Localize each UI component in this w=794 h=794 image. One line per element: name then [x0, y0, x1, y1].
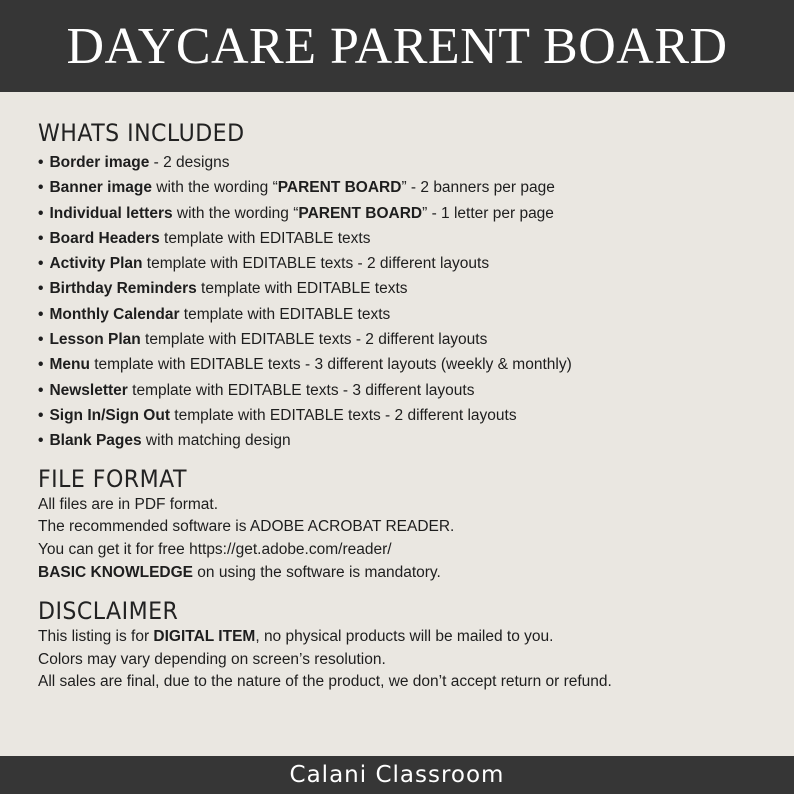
item-bold-label: Individual letters	[49, 204, 173, 222]
list-item	[38, 327, 768, 352]
bullet-icon: •	[38, 305, 44, 323]
section-title-disclaimer: DISCLAIMER	[38, 596, 179, 625]
plain-text: This listing is for	[38, 627, 154, 645]
included-list	[38, 150, 768, 454]
content-area	[38, 118, 768, 694]
list-item	[38, 302, 768, 327]
section-title-included: WHATS INCLUDED	[38, 119, 245, 147]
item-bold-label: Blank Pages	[49, 432, 142, 450]
bullet-icon: •	[38, 229, 44, 247]
item-quoted-bold: PARENT BOARD	[298, 204, 423, 222]
plain-text: , no physical products will be mailed to you.	[255, 627, 554, 645]
item-bold-label: Monthly Calendar	[49, 305, 180, 323]
list-item	[38, 428, 768, 453]
item-text: template with EDITABLE texts	[159, 229, 371, 247]
item-bold-label: Activity Plan	[49, 255, 143, 273]
list-item	[38, 226, 768, 251]
item-text: template with EDITABLE texts - 2 different layouts	[140, 331, 488, 349]
list-item	[38, 175, 768, 200]
item-bold-label: Menu	[49, 356, 90, 374]
footer-banner	[0, 756, 794, 794]
disclaimer-line: Colors may vary depending on screen’s resolution.	[38, 650, 386, 668]
file-format-line: All files are in PDF format.	[38, 495, 219, 513]
disclaimer-line: All sales are final, due to the nature of the product, we don’t accept return or refund.	[38, 673, 612, 691]
list-item	[38, 150, 768, 175]
bullet-icon: •	[38, 331, 44, 349]
item-text: template with EDITABLE texts	[179, 305, 391, 323]
item-text: - 2 designs	[149, 154, 230, 171]
file-format-section	[38, 464, 768, 585]
item-quoted-bold: PARENT BOARD	[277, 179, 402, 197]
item-text: with the wording “	[151, 179, 278, 197]
file-format-line	[38, 562, 768, 585]
plain-text: on using the software is mandatory.	[193, 563, 441, 581]
bullet-icon: •	[38, 356, 44, 374]
bullet-icon: •	[38, 255, 44, 273]
item-bold-label: Board Headers	[49, 229, 160, 247]
file-format-line: You can get it for free https://get.adobe.com/reader/	[38, 541, 392, 559]
header-banner	[0, 0, 794, 92]
section-title-file-format: FILE FORMAT	[38, 464, 187, 493]
bullet-icon: •	[38, 204, 44, 222]
list-item	[38, 201, 768, 226]
bullet-icon: •	[38, 381, 44, 399]
bold-text: BASIC KNOWLEDGE	[38, 563, 193, 581]
list-item	[38, 378, 768, 403]
bullet-icon: •	[38, 432, 44, 450]
item-text: template with EDITABLE texts - 2 different layouts	[142, 255, 490, 273]
item-bold-label: Birthday Reminders	[49, 280, 197, 298]
item-text: template with EDITABLE texts - 3 different layouts (weekly & monthly)	[89, 356, 572, 374]
item-bold-label: Banner image	[49, 179, 152, 197]
list-item	[38, 352, 768, 377]
item-text: with the wording “	[172, 204, 299, 222]
disclaimer-section	[38, 596, 768, 694]
item-bold-label: Border image	[49, 154, 150, 171]
list-item	[38, 403, 768, 428]
item-bold-label: Newsletter	[49, 381, 128, 399]
page-title: DAYCARE PARENT BOARD	[66, 17, 728, 75]
list-item	[38, 276, 768, 301]
bold-text: DIGITAL ITEM	[153, 627, 256, 645]
file-format-line: The recommended software is ADOBE ACROBAT READER.	[38, 518, 455, 536]
brand-name: Calani Classroom	[289, 762, 505, 788]
item-text: ” - 1 letter per page	[422, 204, 554, 222]
item-bold-label: Lesson Plan	[49, 331, 141, 349]
list-item	[38, 251, 768, 276]
item-text: ” - 2 banners per page	[401, 179, 555, 197]
item-text: template with EDITABLE texts - 3 different layouts	[127, 381, 475, 399]
bullet-icon: •	[38, 406, 44, 424]
bullet-icon: •	[38, 154, 44, 171]
item-bold-label: Sign In/Sign Out	[49, 406, 170, 424]
bullet-icon: •	[38, 280, 44, 298]
item-text: template with EDITABLE texts	[196, 280, 408, 298]
item-text: template with EDITABLE texts - 2 different layouts	[169, 406, 517, 424]
item-text: with matching design	[141, 432, 291, 450]
bullet-icon: •	[38, 179, 44, 197]
disclaimer-line	[38, 626, 768, 649]
